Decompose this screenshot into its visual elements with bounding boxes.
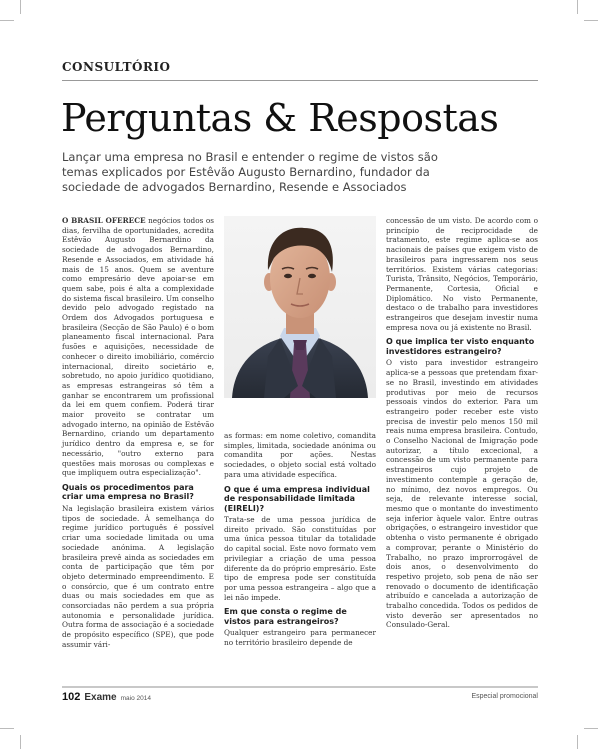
crop-mark xyxy=(577,735,578,749)
intro-text: negócios todos os dias, fervilha de oportunidades, acredita Estêvão Augusto Bernardino da sociedade de advogados Bernardino, Resende e Associados, em atividade há mais de 15 anos. Quem se aventure como empresário deve apoiar-se em quem sabe, pois é alta a complexidade do sistema fiscal brasileiro. Um conselho devido pelo advogado registado na Ordem dos Advogados portuguesa e brasileira (Secção de São Paulo) é o bom planeamento fiscal internacional. Para fusões e aquisições, necessidade de conhecer o direito imobiliário, comércio internacional, direito societário e, sobretudo, no apoio jurídico quotidiano, as empresas estrangeiras só têm a ganhar se encontrarem um profissional da lei em quem confiem. Poderá tirar maior proveito se contratar um advogado interno, na opinião de Estêvão Bernardino, criando um departamento jurídico dentro da empresa e, se for necessário, "outro externo para questões mais morosas ou complexas e que impliquem outra especialização". xyxy=(62,216,214,478)
question-heading: O que implica ter visto enquanto investidores estrangeiro? xyxy=(386,337,535,356)
article-column-3 xyxy=(386,216,538,633)
answer-paragraph: Qualquer estrangeiro para permanecer no território brasileiro depende de xyxy=(224,628,376,648)
page-number: 102 xyxy=(62,691,81,703)
lead-in: O BRASIL OFERECE xyxy=(62,216,146,225)
page-subtitle: Lançar uma empresa no Brasil e entender o regime de vistos são temas explicados por Estêvão Augusto Bernardino, fundador da sociedade de advogados Bernardino, Resende e Associados xyxy=(62,150,438,194)
answer-paragraph: Na legislação brasileira existem vários tipos de sociedade. À semelhança do regime jurídico português é possível criar uma sociedade limitada ou uma sociedade anónima. A legislação brasileira prevê ainda as sociedades em conta de participação que têm por objeto determinado empreendimento. E o consórcio, que é um contrato entre duas ou mais sociedades em que as consorciadas não perdem a sua própria autonomia e personalidade jurídica. Outra forma de associação é a sociedade de propósito específico (SPE), que pode assumir vári- xyxy=(62,503,214,649)
crop-mark xyxy=(20,0,21,14)
answer-paragraph: Trata-se de uma pessoa jurídica de direito privado. São constituídas por uma única pessoa titular da totalidade do capital social. Este novo formato vem privilegiar a criação de uma pessoa diferente da do próprio empresário. Este tipo de empresa pode ser constituída por uma pessoa estrangeira – algo que a lei não impede. xyxy=(224,515,376,602)
crop-mark xyxy=(584,20,598,21)
portrait-icon xyxy=(224,216,376,398)
question-heading: Em que consta o regime de vistos para estrangeiros? xyxy=(224,607,347,626)
continued-paragraph: concessão de um visto. De acordo com o princípio de reciprocidade de tratamento, este regime aplica-se aos nacionais de países que exigem visto de brasileiros para ingressarem nos seus territórios. Existem várias categorias: Turista, Trânsito, Negócios, Temporário, Permanente, Cortesia, Oficial e Diplomático. No visto Permanente, destaco o de trabalho para investidores estrangeiros que desejam investir numa empresa nova ou já existente no Brasil. xyxy=(386,216,538,332)
crop-mark xyxy=(0,728,14,729)
continued-paragraph: as formas: em nome coletivo, comandita simples, limitada, sociedade anónima ou comandita por ações. Nestas sociedades, o objeto social está voltado para uma atividade específica. xyxy=(224,431,376,479)
question-heading: Quais os procedimentos para criar uma empresa no Brasil? xyxy=(62,482,194,502)
article-column-1 xyxy=(62,216,214,653)
question-heading: O que é uma empresa individual de responsabilidade limitada (EIRELI)? xyxy=(224,484,370,513)
portrait-photo xyxy=(224,216,376,398)
promo-label: Especial promocional xyxy=(471,693,538,700)
crop-mark xyxy=(577,0,578,14)
intro-paragraph xyxy=(62,216,214,478)
issue-date: maio 2014 xyxy=(120,695,151,702)
crop-mark xyxy=(0,20,14,21)
article-column-2 xyxy=(224,431,376,651)
page-title: Perguntas & Respostas xyxy=(61,96,499,140)
crop-mark xyxy=(20,735,21,749)
magazine-brand: Exame xyxy=(84,692,117,703)
answer-paragraph: O visto para investidor estrangeiro aplica-se a pessoas que pretendam fixar-se no Brasil, investindo em atividades produtivas por meio de recursos pessoais vindos do exterior. Para um estrangeiro poder receber este visto precisa de investir pelo menos 150 mil reais numa empresa brasileira. Contudo, o Conselho Nacional de Imigração pode autorizar, a título excecional, a concessão de um visto permanente para estrangeiros cujo projeto de investimento contemple a geração de, no mínimo, dez novos empregos. Ou seja, de relevante interesse social, mesmo que o montante do investimento seja inferior àquele valor. Entre outras obrigações, o estrangeiro investidor que obtenha o visto permanente é obrigado a comprovar, perante o Ministério do Trabalho, no prazo improrrogável de dois anos, o desenvolvimento do respetivo projeto, sob pena de não ser renovado o documento de identificação atribuído e cancelada a autorização de trabalho concedida. Todos os pedidos de visto deverão ser apresentados no Consulado-Geral. xyxy=(386,358,538,630)
page-footer xyxy=(62,691,538,705)
header-rule xyxy=(62,80,538,81)
section-label: CONSULTÓRIO xyxy=(62,60,171,74)
footer-rule xyxy=(62,686,538,688)
crop-mark xyxy=(584,728,598,729)
